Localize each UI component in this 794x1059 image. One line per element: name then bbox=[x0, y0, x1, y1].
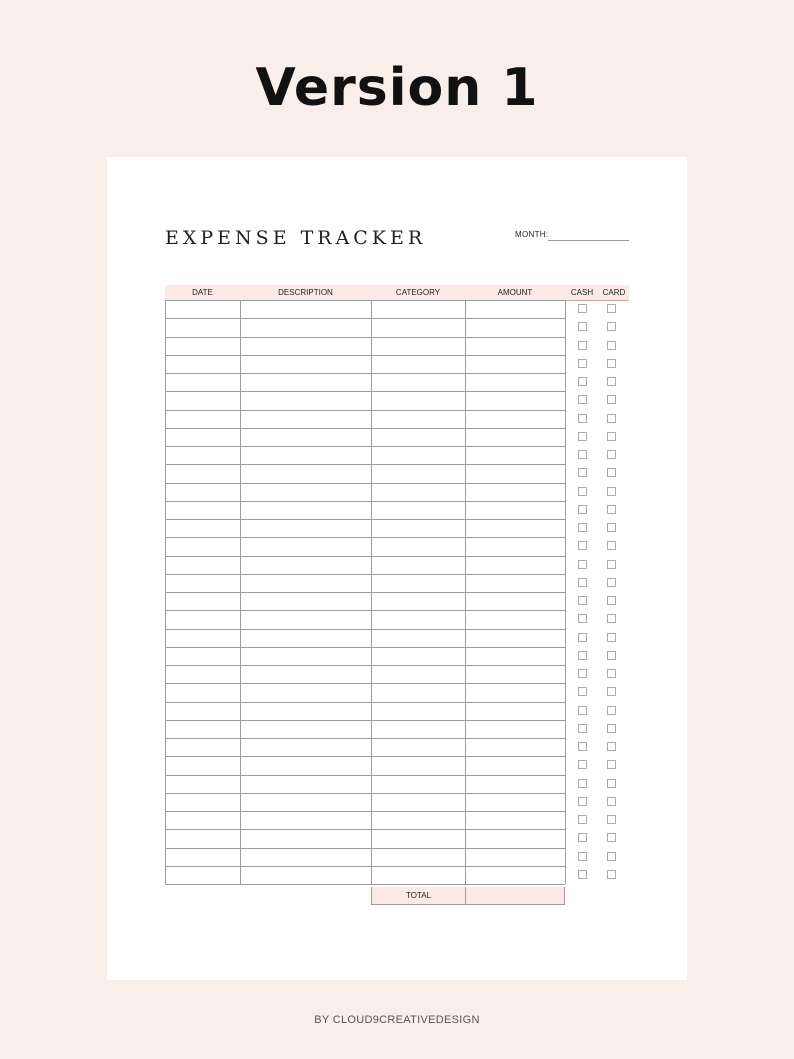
row-line bbox=[165, 318, 565, 319]
row-line bbox=[165, 629, 565, 630]
row-line bbox=[165, 446, 565, 447]
row-line bbox=[165, 483, 565, 484]
card-checkbox[interactable] bbox=[607, 377, 616, 386]
header-card: CARD bbox=[602, 288, 626, 297]
card-checkbox[interactable] bbox=[607, 614, 616, 623]
cash-checkbox[interactable] bbox=[578, 414, 587, 423]
row-line bbox=[165, 884, 565, 885]
cash-checkbox[interactable] bbox=[578, 687, 587, 696]
row-line bbox=[165, 355, 565, 356]
footer-credit: BY CLOUD9CREATIVEDESIGN bbox=[314, 1014, 480, 1026]
card-checkbox[interactable] bbox=[607, 523, 616, 532]
card-checkbox[interactable] bbox=[607, 833, 616, 842]
card-checkbox[interactable] bbox=[607, 560, 616, 569]
card-checkbox[interactable] bbox=[607, 815, 616, 824]
card-checkbox[interactable] bbox=[607, 669, 616, 678]
row-line bbox=[165, 811, 565, 812]
row-line bbox=[165, 410, 565, 411]
row-line bbox=[165, 428, 565, 429]
card-checkbox[interactable] bbox=[607, 797, 616, 806]
cash-checkbox[interactable] bbox=[578, 523, 587, 532]
page-heading: Version 1 bbox=[255, 58, 539, 118]
cash-checkbox[interactable] bbox=[578, 724, 587, 733]
cash-checkbox[interactable] bbox=[578, 505, 587, 514]
cash-checkbox[interactable] bbox=[578, 815, 587, 824]
row-line bbox=[165, 665, 565, 666]
column-line bbox=[371, 300, 372, 884]
card-checkbox[interactable] bbox=[607, 687, 616, 696]
card-checkbox[interactable] bbox=[607, 870, 616, 879]
cash-checkbox[interactable] bbox=[578, 395, 587, 404]
cash-checkbox[interactable] bbox=[578, 487, 587, 496]
cash-checkbox[interactable] bbox=[578, 833, 587, 842]
row-line bbox=[165, 720, 565, 721]
cash-checkbox[interactable] bbox=[578, 870, 587, 879]
header-date: DATE bbox=[192, 288, 213, 297]
row-line bbox=[165, 592, 565, 593]
header-cash: CASH bbox=[570, 288, 594, 297]
row-line bbox=[165, 866, 565, 867]
row-line bbox=[165, 756, 565, 757]
row-line bbox=[165, 775, 565, 776]
total-amount-cell[interactable] bbox=[466, 887, 564, 904]
card-checkbox[interactable] bbox=[607, 852, 616, 861]
row-line bbox=[165, 391, 565, 392]
cash-checkbox[interactable] bbox=[578, 450, 587, 459]
cash-checkbox[interactable] bbox=[578, 651, 587, 660]
expense-tracker-sheet bbox=[107, 157, 687, 980]
card-checkbox[interactable] bbox=[607, 468, 616, 477]
card-checkbox[interactable] bbox=[607, 779, 616, 788]
card-checkbox[interactable] bbox=[607, 541, 616, 550]
header-amount: AMOUNT bbox=[497, 288, 533, 297]
row-line bbox=[165, 610, 565, 611]
total-row bbox=[371, 887, 565, 905]
card-checkbox[interactable] bbox=[607, 760, 616, 769]
row-line bbox=[165, 373, 565, 374]
row-line bbox=[165, 537, 565, 538]
card-checkbox[interactable] bbox=[607, 742, 616, 751]
row-line bbox=[165, 738, 565, 739]
card-checkbox[interactable] bbox=[607, 724, 616, 733]
row-line bbox=[165, 519, 565, 520]
cash-checkbox[interactable] bbox=[578, 432, 587, 441]
card-checkbox[interactable] bbox=[607, 505, 616, 514]
row-line bbox=[165, 464, 565, 465]
cash-checkbox[interactable] bbox=[578, 669, 587, 678]
month-label: MONTH: bbox=[515, 230, 549, 239]
cash-checkbox[interactable] bbox=[578, 359, 587, 368]
card-checkbox[interactable] bbox=[607, 633, 616, 642]
cash-checkbox[interactable] bbox=[578, 304, 587, 313]
cash-checkbox[interactable] bbox=[578, 322, 587, 331]
card-checkbox[interactable] bbox=[607, 322, 616, 331]
tracker-title: EXPENSE TRACKER bbox=[165, 227, 427, 249]
card-checkbox[interactable] bbox=[607, 651, 616, 660]
row-line bbox=[165, 683, 565, 684]
total-label: TOTAL bbox=[372, 887, 466, 904]
cash-checkbox[interactable] bbox=[578, 560, 587, 569]
row-line bbox=[165, 300, 565, 301]
cash-checkbox[interactable] bbox=[578, 578, 587, 587]
cash-checkbox[interactable] bbox=[578, 377, 587, 386]
row-line bbox=[165, 501, 565, 502]
card-checkbox[interactable] bbox=[607, 395, 616, 404]
card-checkbox[interactable] bbox=[607, 341, 616, 350]
cash-checkbox[interactable] bbox=[578, 797, 587, 806]
row-line bbox=[165, 848, 565, 849]
cash-checkbox[interactable] bbox=[578, 614, 587, 623]
row-line bbox=[165, 556, 565, 557]
card-checkbox[interactable] bbox=[607, 487, 616, 496]
row-line bbox=[165, 829, 565, 830]
cash-checkbox[interactable] bbox=[578, 541, 587, 550]
row-line bbox=[165, 793, 565, 794]
month-input-line[interactable] bbox=[548, 240, 629, 241]
card-checkbox[interactable] bbox=[607, 450, 616, 459]
card-checkbox[interactable] bbox=[607, 432, 616, 441]
header-category: CATEGORY bbox=[395, 288, 441, 297]
column-line bbox=[165, 300, 166, 884]
cash-checkbox[interactable] bbox=[578, 742, 587, 751]
row-line bbox=[165, 702, 565, 703]
card-checkbox[interactable] bbox=[607, 706, 616, 715]
cash-checkbox[interactable] bbox=[578, 706, 587, 715]
row-line bbox=[165, 337, 565, 338]
cash-checkbox[interactable] bbox=[578, 341, 587, 350]
row-line bbox=[165, 647, 565, 648]
expense-table bbox=[165, 285, 629, 907]
cash-checkbox[interactable] bbox=[578, 596, 587, 605]
header-description: DESCRIPTION bbox=[278, 288, 333, 297]
cash-checkbox[interactable] bbox=[578, 468, 587, 477]
card-checkbox[interactable] bbox=[607, 578, 616, 587]
column-line bbox=[565, 300, 566, 884]
card-checkbox[interactable] bbox=[607, 359, 616, 368]
cash-checkbox[interactable] bbox=[578, 760, 587, 769]
cash-checkbox[interactable] bbox=[578, 779, 587, 788]
cash-checkbox[interactable] bbox=[578, 852, 587, 861]
card-checkbox[interactable] bbox=[607, 414, 616, 423]
cash-checkbox[interactable] bbox=[578, 633, 587, 642]
column-line bbox=[240, 300, 241, 884]
column-line bbox=[465, 300, 466, 884]
row-line bbox=[165, 574, 565, 575]
card-checkbox[interactable] bbox=[607, 304, 616, 313]
card-checkbox[interactable] bbox=[607, 596, 616, 605]
